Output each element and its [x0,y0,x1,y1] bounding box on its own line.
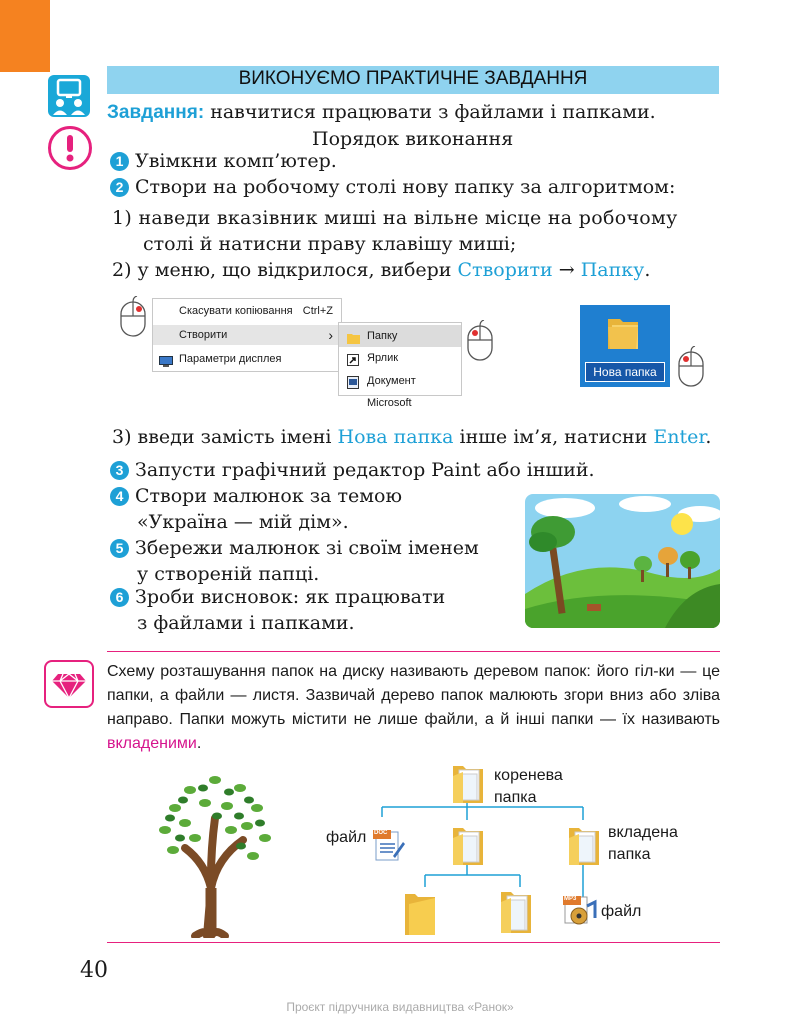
corner-tab [0,0,50,72]
page-number: 40 [80,958,108,983]
step-3 [110,457,595,483]
computer-lesson-icon [48,75,90,117]
step-4-line2: «Україна — мій дім». [137,511,349,533]
procedure-title: Порядок виконання [312,128,514,150]
landscape-illustration [525,494,720,628]
task-line [107,99,656,126]
folder-term: Папку [580,259,645,281]
punctuation: . [196,735,202,752]
mp3-badge: MP3 [564,896,577,902]
divider-top [107,651,720,652]
folder-icon [606,313,640,355]
mouse-icon [465,320,495,368]
menu-item-label: Ярлик [367,352,399,364]
shortcut-label: Ctrl+Z [302,305,333,317]
step-number: 4 [110,487,129,506]
step-number: 2 [110,178,129,197]
mouse-icon [676,346,706,394]
file-label-left: файл [326,829,367,846]
menu-item-label: Скасувати копіювання [179,305,293,317]
folder-icon [500,888,532,938]
step-text: Створи малюнок за темою [135,485,403,507]
step-number: 3 [110,461,129,480]
menu-item-create[interactable] [153,325,341,345]
step-number: 1 [110,152,129,171]
document-icon [347,375,359,397]
punctuation: . [705,426,712,448]
step-5-line2: у створеній папці. [137,563,320,585]
step-text: Запусти графічний редактор Paint або інший. [135,459,595,481]
create-term: Створити [457,259,553,281]
nested-term: вкладеними [107,735,197,752]
exclamation-icon [48,126,92,170]
step-number: 5 [110,539,129,558]
doc-badge: DOC [374,830,388,836]
step-text: Увімкни комп’ютер. [135,150,337,172]
step-6-line2: з файлами і папками. [137,612,355,634]
info-paragraph [107,660,720,756]
substep-text: 2) у меню, що відкрилося, вибери [112,259,458,281]
nested-folder-icon [568,824,600,870]
folder-name-term: Нова папка [337,426,454,448]
menu-item-label: Створити [179,329,228,341]
file-label-right: файл [601,903,642,920]
step-text: Збережи малюнок зі своїм іменем [135,537,479,559]
new-folder-name-field[interactable]: Нова папка [585,362,665,382]
substep-2 [112,257,650,283]
nested-folder-label-line1: вкладена [608,824,678,841]
root-folder-label-line2: папка [494,789,537,806]
mouse-icon [118,296,148,344]
diamond-icon [44,660,94,708]
menu-item-display-settings[interactable] [153,349,341,369]
step-5 [110,535,479,561]
chevron-right-icon: › [328,327,333,343]
step-1 [110,148,337,174]
nested-folder-label-line2: папка [608,846,651,863]
mp3-file-icon [563,894,597,930]
root-folder-icon [452,762,484,808]
footer-note: Проєкт підручника видавництва «Ранок» [286,1000,514,1014]
context-menu [152,298,342,372]
substep-1-line2: столі й натисни праву клавішу миші; [143,233,517,255]
step-6 [110,584,445,610]
menu-item-undo[interactable] [153,301,341,321]
menu-item-label: Папку [367,330,398,342]
substep-1-line1: 1) наведи вказівник миші на вільне місце на робочому [112,207,678,229]
submenu-item-shortcut[interactable] [339,347,461,369]
submenu-item-document[interactable] [339,370,461,409]
substep-text: 3) введи замість імені [112,426,338,448]
info-text: Схему розташування папок на диску називають деревом папок: його гіл-ки — це папки, а файли — листя. Зазвичай дерево папок малюють згори вниз або зліва направо. Папки можуть містити не лише файли, а й інші папки — їх називають [107,663,720,728]
submenu-item-folder[interactable] [339,325,461,347]
folder-icon [404,890,436,940]
section-title: ВИКОНУЄМО ПРАКТИЧНЕ ЗАВДАННЯ [238,68,588,89]
step-text: Зроби висновок: як працювати [135,586,446,608]
monitor-icon [159,354,173,374]
step-2 [110,174,675,200]
create-submenu [338,322,462,409]
divider-bottom [107,942,720,943]
task-label: Завдання: [107,102,205,123]
substep-3 [112,424,711,450]
doc-file-icon [373,828,405,866]
tree-illustration [145,768,285,942]
substep-text: інше ім’я, натисни [453,426,654,448]
root-folder-label-line1: коренева [494,767,563,784]
step-4 [110,483,402,509]
punctuation: . [644,259,651,281]
task-text: навчитися працювати з файлами і папками. [204,101,656,123]
arrow-symbol: → [558,259,575,281]
enter-key-term: Enter [653,426,706,448]
step-number: 6 [110,588,129,607]
menu-item-label: Документ Microsoft [367,375,416,409]
folder-icon [452,824,484,870]
menu-item-label: Параметри дисплея [179,353,282,365]
step-text: Створи на робочому столі нову папку за алгоритмом: [135,176,676,198]
